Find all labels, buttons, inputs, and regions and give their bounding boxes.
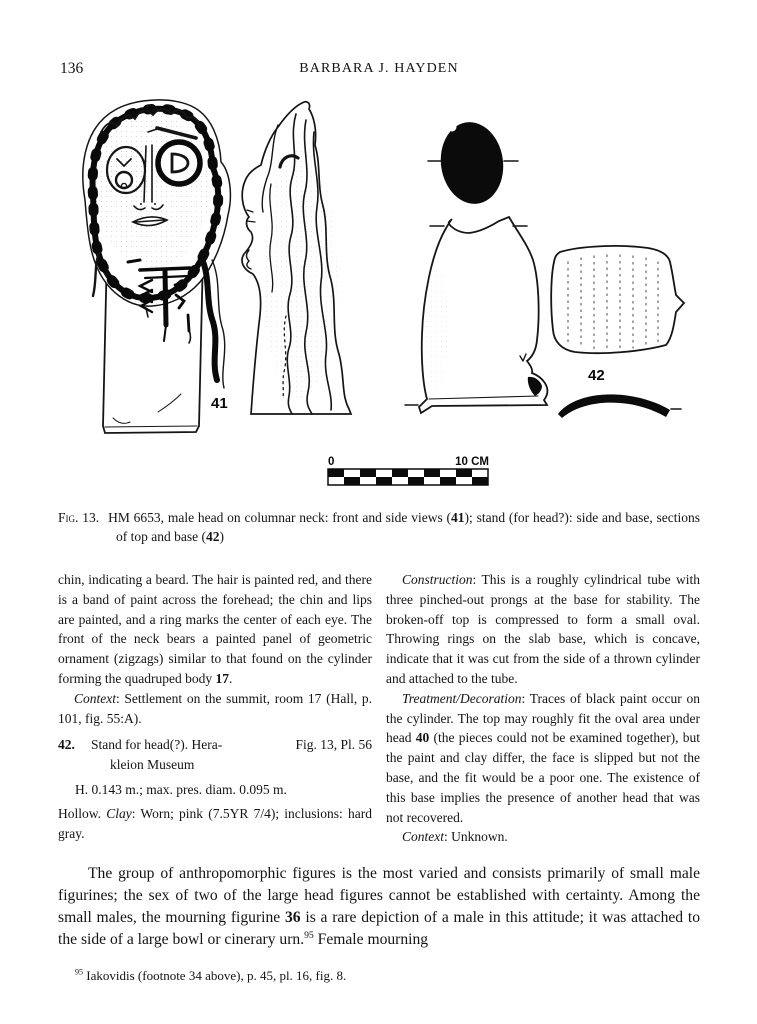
caption-fig-label: Fig. 13. — [58, 510, 100, 525]
running-head: BARBARA J. HAYDEN — [299, 61, 459, 76]
caption-text-end: ) — [219, 529, 224, 544]
paragraph-treatment — [386, 689, 700, 828]
nostril-left — [140, 203, 142, 205]
clay-label: Clay — [106, 805, 132, 821]
left-column — [58, 570, 372, 848]
footnote-number: 95 — [75, 968, 84, 978]
page-header — [58, 60, 700, 80]
tube-stipple — [426, 268, 448, 392]
context-label-2: Context — [402, 829, 444, 845]
catalog-ref-36: 36 — [285, 909, 301, 927]
fabric-post: : Worn; pink (7.5YR 7/4); inclusions: hard gray. — [58, 805, 373, 841]
context-label: Context — [74, 690, 116, 706]
entry-title-line1: Stand for head(?). Hera- — [91, 737, 223, 753]
figure-label-42: 42 — [588, 367, 605, 384]
description-period: . — [228, 670, 233, 686]
body-paragraph — [58, 863, 700, 951]
base-outline — [551, 246, 684, 353]
page-number: 136 — [60, 60, 84, 77]
stand-base-view — [551, 246, 684, 353]
caption-text-mid: ); stand (for head?): side and base, sections of top and base ( — [116, 510, 700, 544]
nostril-right — [154, 203, 156, 205]
context-text-2: : Unknown. — [444, 829, 508, 845]
figure-caption — [58, 508, 700, 546]
catalog-entry-42 — [58, 735, 372, 843]
figure-13-drawing — [58, 90, 700, 490]
body-text-1: The group of anthropomorphic figures is the most varied and consists primarily of small male figurines; the sex of two of the large head figures cannot be established with certainty. Among the small males, the mourning figurine — [58, 865, 700, 927]
entry-heading-row — [58, 735, 372, 755]
paragraph-construction — [386, 570, 700, 689]
caption-ref-41: 41 — [451, 510, 465, 525]
catalog-ref-17: 17 — [215, 670, 229, 686]
body-text-3: Female mourning — [313, 931, 429, 949]
caption-text-pre: HM 6653, male head on columnar neck: front and side views ( — [108, 510, 452, 525]
catalog-ref-40: 40 — [415, 730, 430, 746]
footnote — [58, 968, 700, 984]
scale-checkerboard — [328, 469, 488, 485]
left-eye — [107, 147, 145, 193]
base-arc — [558, 394, 670, 418]
paragraph-description — [58, 570, 372, 689]
scale-label-0: 0 — [328, 456, 335, 468]
two-column-text — [58, 570, 700, 848]
entry-number: 42. — [58, 737, 75, 753]
right-eye — [158, 142, 200, 184]
fabric-pre: Hollow. — [58, 805, 107, 821]
body-text-2: is a rare depiction of a male in this attitude; it was attached to the side of a large bowl or cinerary urn. — [58, 909, 700, 949]
stand-drawing — [405, 118, 684, 418]
context-text: : Settlement on the summit, room 17 (Hall, p. 101, fig. 55:A). — [58, 690, 372, 726]
entry-title-line2: kleion Museum — [110, 757, 195, 773]
front-view-drawing — [83, 100, 231, 433]
right-column — [386, 570, 700, 848]
side-view-drawing — [242, 102, 351, 414]
treatment-label: Treatment/Decoration — [402, 690, 522, 706]
stand-top-section — [428, 118, 518, 208]
treatment-text-2: (the pieces could not be examined together), but the paint and clay differ, the face is slipped but not the base, and the fit would be a poor one. The existence of this base implies the presence of another head that was not recovered. — [386, 730, 700, 825]
treatment-text-1: : Traces of black paint occur on the cylinder. The top may roughly fit the oval area under head — [386, 690, 700, 746]
entry-figure-ref: Fig. 13, Pl. 56 — [295, 737, 372, 753]
stand-tube-side — [405, 217, 547, 413]
entry-dimensions: H. 0.143 m.; max. pres. diam. 0.095 m. — [75, 781, 287, 797]
footnote-text: Iakovidis (footnote 34 above), p. 45, pl. 16, fig. 8. — [83, 968, 347, 984]
figure-label-41: 41 — [211, 395, 228, 412]
caption-ref-42: 42 — [205, 529, 220, 544]
construction-text: : This is a roughly cylindrical tube with three pinched-out prongs at the base for stability. The broken-off top is compressed to form a small oval. Throwing rings on the slab base, which is concave, indicate that it was cut from the side of a thrown cylinder and attached to the tube. — [386, 572, 700, 686]
footnote-marker-95: 95 — [304, 930, 314, 942]
scale-label-10cm: 10 CM — [455, 456, 489, 468]
entry-fabric — [58, 804, 372, 844]
paragraph-context-41 — [58, 689, 372, 729]
paragraph-context-42 — [386, 827, 700, 847]
construction-label: Construction — [402, 572, 473, 587]
stand-base-section — [558, 394, 681, 418]
description-text: chin, indicating a beard. The hair is painted red, and there is a band of paint across the forehead; the chin and lips are painted, and a ring marks the center of each eye. The front of the neck bears a painted panel of geometric ornament (zigzags) similar to that found on the cylinder forming the quadruped body — [58, 572, 372, 686]
scale-bar — [328, 456, 489, 485]
